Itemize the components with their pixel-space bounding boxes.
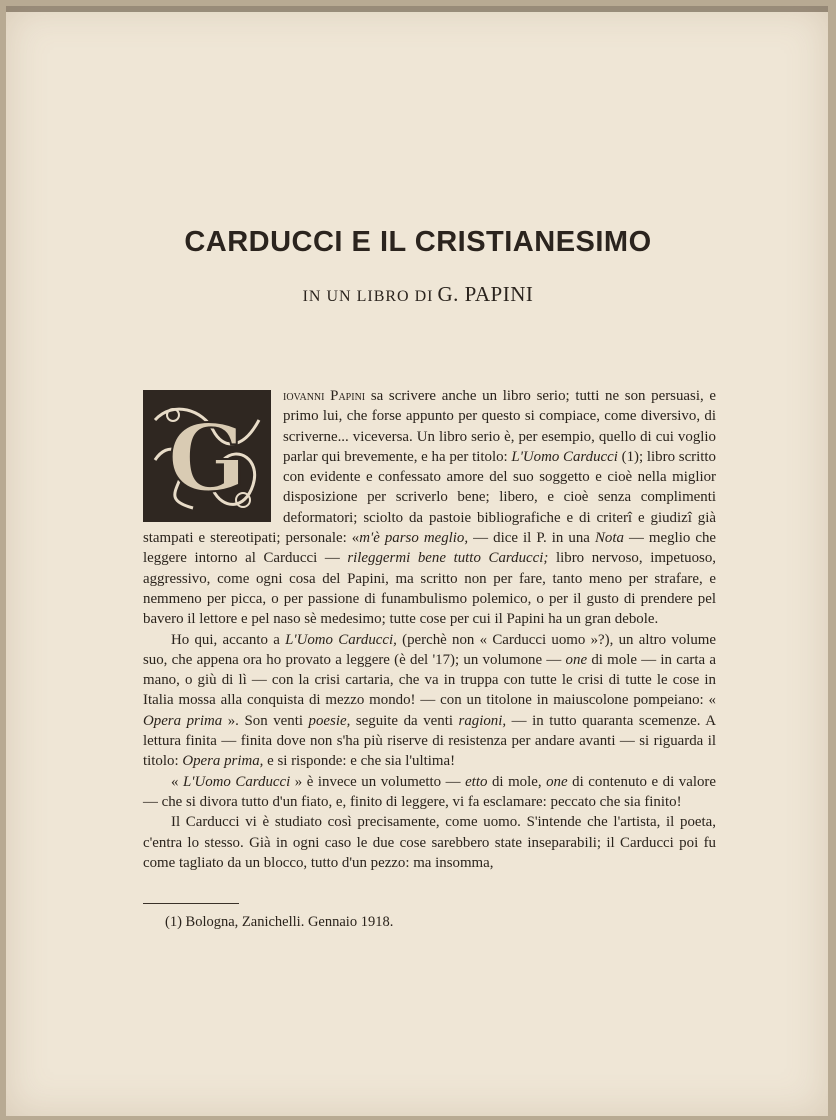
svg-text:G: G [167,404,247,512]
paragraph-3: « L'Uomo Carducci » è invece un volumetto — etto di mole, one di contenuto e di valore — che si divora tutto d'un fiato, e, finito di leggere, vi fa esclamare: peccato che sia finito! [143,773,716,810]
subtitle-prefix: IN UN LIBRO DI [302,288,434,305]
paragraph-1: iovanni Papini sa scrivere anche un libro serio; tutti ne son persuasi, e primo lui, che forse appunto per questo si compiace, come diversivo, di scriverne... viceversa. Un libro serio è, per esempio, quello di cui voglio parlar qui brevemente, e ha per titolo: L'Uomo Carducci (1); libro scritto con evidente e confessato amore del suo soggetto e cioè nella miglior disposizione per scriverlo bene; libero, e cioè senza complimenti deformatori; sciolto da pastoie bibliografiche e di criterî e giudizî già stampati e stereotipati; personale: «m'è parso meglio, — dice il P. in una Nota — meglio che leggere intorno al Carducci — rileggermi bene tutto Carducci; libro nervoso, impetuoso, aggressivo, come ogni cosa del Papini, ma scritto non per fare, tanto meno per strafare, e nemmeno per picca, o per passione di funambulismo polemico, o per il gusto di prendere pel bavero il lettore e pel naso sè medesimo; tutte cose per cui il Papini ha un gran debole. [143,388,716,628]
paragraph-4: Il Carducci vi è studiato così precisamente, come uomo. S'intende che l'artista, il poeta, c'entra lo stesso. Già in ogni caso le due cose sarebbero state inseparabili; il Carducci poi fu come tagliato da un blocco, tutto d'un pezzo: ma insomma, [143,814,716,871]
footnote-divider [143,903,239,904]
subtitle-author: G. PAPINI [437,282,534,306]
article-title: CARDUCCI E IL CRISTIANESIMO [184,226,652,258]
article-body [143,386,716,873]
dropcap-ornament [143,390,271,522]
paragraph-2: Ho qui, accanto a L'Uomo Carducci, (perchè non « Carducci uomo »?), un altro volume suo, che appena ora ho provato a leggere (è del '17); un volumone — one di mole — in carta a mano, o giù di lì — con la crisi cartaria, che va in truppa con tutte le crisi di tutte le cose in Italia mossa alla conquista di mezzo mondo! — con un titolone in maiuscolone pompeiano: « Opera prima ». Son venti poesie, seguite da venti ragioni, — in tutto quaranta scemenze. A lettura finita — finita dove non s'ha più riserve di resistenza per andare avanti — si riguarda il titolo: Opera prima, e si risponde: e che sia l'ultima! [143,631,717,770]
ornamental-initial-letter [143,390,271,522]
footnote: (1) Bologna, Zanichelli. Gennaio 1918. [165,914,394,930]
article-subtitle [0,282,836,307]
